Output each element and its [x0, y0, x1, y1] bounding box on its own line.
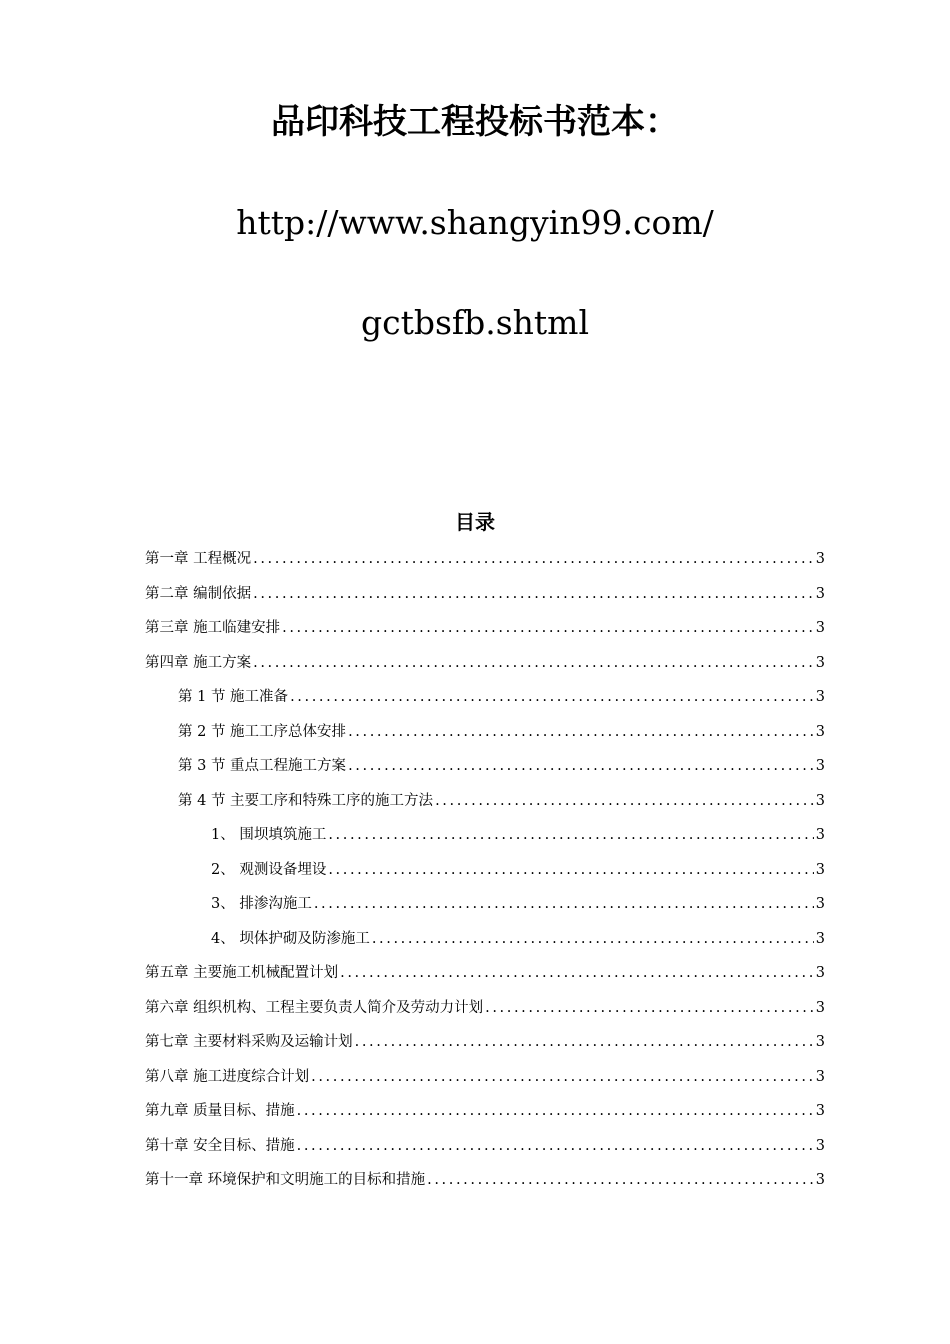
toc-entry-page: 3 — [815, 1068, 825, 1085]
toc-entry-page: 3 — [815, 1172, 825, 1188]
toc-entry-label: 第七章 主要材料采购及运输计划 — [145, 1034, 353, 1050]
toc-entry-label: 1、 围坝填筑施工 — [211, 827, 327, 843]
toc-entry-page: 3 — [815, 1034, 825, 1050]
toc-entry-label: 4、 坝体护砌及防渗施工 — [211, 930, 370, 947]
toc-entry-label: 第三章 施工临建安排 — [145, 620, 281, 636]
toc-entry-page: 3 — [815, 723, 825, 740]
toc-entry-page: 3 — [815, 1103, 825, 1119]
toc-dot-leader — [253, 545, 814, 573]
toc-dot-leader — [372, 925, 814, 953]
toc-dot-leader — [348, 752, 814, 780]
toc-entry[interactable] — [145, 1097, 825, 1132]
toc-entry[interactable] — [145, 1132, 825, 1167]
toc-entry[interactable] — [145, 545, 825, 580]
toc-dot-leader — [427, 1166, 814, 1194]
toc-entry-page: 3 — [815, 551, 825, 567]
toc-entry[interactable] — [145, 1166, 825, 1201]
toc-dot-leader — [355, 1028, 814, 1056]
toc-entry-page: 3 — [815, 585, 825, 602]
toc-entry-label: 第 2 节 施工工序总体安排 — [178, 723, 347, 740]
toc-dot-leader — [282, 614, 814, 642]
toc-entry-label: 第五章 主要施工机械配置计划 — [145, 965, 339, 981]
toc-entry-label: 第 1 节 施工准备 — [178, 689, 289, 705]
toc-entry[interactable] — [145, 994, 825, 1029]
toc-entry-page: 3 — [815, 999, 825, 1016]
toc-dot-leader — [290, 683, 814, 711]
toc-dot-leader — [435, 787, 814, 815]
toc-entry-label: 第 4 节 主要工序和特殊工序的施工方法 — [178, 792, 434, 809]
toc-dot-leader — [348, 718, 814, 746]
toc-heading: 目录 — [455, 510, 495, 534]
toc-entry[interactable] — [145, 959, 825, 994]
toc-entry-page: 3 — [815, 930, 825, 947]
toc-entry[interactable] — [145, 1028, 825, 1063]
toc-entry-page: 3 — [815, 896, 825, 912]
toc-entry-label: 第四章 施工方案 — [145, 654, 252, 671]
toc-entry[interactable] — [145, 752, 825, 787]
document-title: 品印科技工程投标书范本： — [271, 102, 679, 142]
toc-entry[interactable] — [145, 925, 825, 960]
toc-entry-label: 第 3 节 重点工程施工方案 — [178, 758, 347, 774]
toc-entry-label: 3、 排渗沟施工 — [211, 896, 312, 912]
toc-dot-leader — [328, 856, 813, 884]
toc-dot-leader — [314, 890, 814, 918]
toc-entry[interactable] — [145, 1063, 825, 1098]
toc-dot-leader — [253, 649, 814, 677]
toc-entry[interactable] — [145, 890, 825, 925]
toc-entry-label: 第二章 编制依据 — [145, 585, 252, 602]
toc-entry-label: 第九章 质量目标、措施 — [145, 1103, 295, 1119]
toc-entry-page: 3 — [815, 758, 825, 774]
toc-dot-leader — [340, 959, 814, 987]
toc-entry-page: 3 — [815, 654, 825, 671]
toc-entry[interactable] — [145, 787, 825, 822]
toc-entry-page: 3 — [815, 861, 825, 878]
toc-entry-label: 第十章 安全目标、措施 — [145, 1137, 295, 1154]
toc-entry-label: 第六章 组织机构、工程主要负责人简介及劳动力计划 — [145, 999, 484, 1016]
toc-entry[interactable] — [145, 683, 825, 718]
toc-entry-label: 第十一章 环境保护和文明施工的目标和措施 — [145, 1172, 426, 1188]
toc-entry-page: 3 — [815, 827, 825, 843]
toc-entry[interactable] — [145, 718, 825, 753]
toc-entry-label: 第八章 施工进度综合计划 — [145, 1068, 310, 1085]
toc-dot-leader — [253, 580, 814, 608]
toc-dot-leader — [311, 1063, 814, 1091]
toc-dot-leader — [485, 994, 814, 1022]
toc-entry-page: 3 — [815, 792, 825, 809]
toc-dot-leader — [328, 821, 813, 849]
toc-entry[interactable] — [145, 821, 825, 856]
toc-entry[interactable] — [145, 649, 825, 684]
table-of-contents — [145, 545, 825, 1201]
toc-entry-label: 第一章 工程概况 — [145, 551, 252, 567]
toc-entry-page: 3 — [815, 689, 825, 705]
toc-dot-leader — [297, 1132, 814, 1160]
toc-entry-label: 2、 观测设备埋设 — [211, 861, 327, 878]
url-line-1: http://www.shangyin99.com/ — [236, 203, 714, 242]
toc-entry[interactable] — [145, 580, 825, 615]
toc-entry-page: 3 — [815, 620, 825, 636]
toc-entry[interactable] — [145, 856, 825, 891]
toc-entry-page: 3 — [815, 1137, 825, 1154]
toc-dot-leader — [297, 1097, 814, 1125]
toc-entry-page: 3 — [815, 965, 825, 981]
toc-entry[interactable] — [145, 614, 825, 649]
url-line-2: gctbsfb.shtml — [360, 303, 590, 342]
